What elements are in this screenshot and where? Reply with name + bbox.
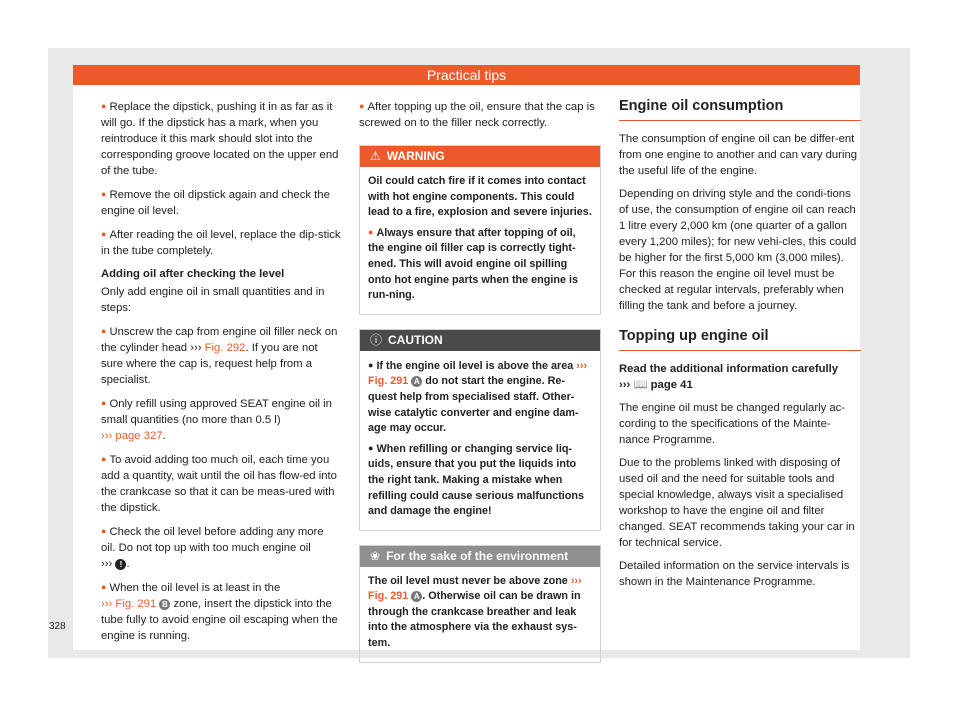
- environment-header: ❀ For the sake of the environment: [360, 546, 600, 567]
- figure-link[interactable]: Fig. 292: [204, 342, 246, 354]
- bullet-icon: ●: [101, 454, 107, 464]
- warning-icon: !: [115, 559, 126, 570]
- environment-body: The oil level must never be above zone ››› Fig. 291 A . Otherwise oil can be drawn in through the crankcase breather and leak into the atmosphere via the exhaust sys-tem.: [368, 574, 582, 650]
- zone-a-icon: A: [411, 376, 422, 387]
- caution-header: ⓘ CAUTION: [360, 330, 600, 351]
- list-item: ● To avoid adding too much oil, each time you add a quantity, wait until the oil has flow-ed into the crankcase so that it can be meas-ured with the dipstick.: [101, 454, 337, 514]
- list-item: ● Replace the dipstick, pushing it in as far as it will go. If the dipstick has a mark, when you reintroduce it this mark should slot into the corresponding groove located on the upper end of the tube.: [101, 101, 339, 177]
- page-link[interactable]: ››› page 327: [101, 430, 163, 442]
- subheading: Adding oil after checking the level: [101, 268, 285, 280]
- book-icon: 📖: [633, 379, 648, 391]
- column-1: [101, 98, 341, 651]
- bullet-icon: ●: [368, 226, 374, 237]
- warning-header: ⚠ WARNING: [360, 146, 600, 167]
- page-number: 328: [49, 621, 66, 632]
- paragraph: The consumption of engine oil can be differ-ent from one engine to another and can vary during the useful life of the engine.: [619, 133, 858, 177]
- figure-link[interactable]: ››› Fig. 291: [101, 598, 157, 610]
- list-item: ● Unscrew the cap from engine oil filler neck on the cylinder head ››› Fig. 292. If you are not sure where the cap is, request help from a specialist.: [101, 326, 338, 386]
- section-title: Practical tips: [426, 67, 507, 83]
- figure-link[interactable]: ››› Fig. 291: [368, 359, 588, 388]
- paragraph: Due to the problems linked with disposing of used oil and the need for suitable tools and special knowledge, always visit a specialised workshop to have the engine oil and filter changed. SEAT recommends taking your car in for technical service.: [619, 457, 855, 549]
- bullet-icon: ●: [101, 229, 107, 239]
- environment-box: [359, 545, 601, 663]
- warning-body: Oil could catch fire if it comes into contact with hot engine components. This could lead to a fire, explosion and severe injuries. ● Always ensure that after topping of oil, the engine oil filler cap is correctly tight-ened. This will avoid engine oil spilling onto hot engine parts when the engine is run-ning.: [368, 175, 592, 302]
- bullet-icon: ●: [368, 442, 374, 453]
- bullet-icon: ●: [101, 582, 107, 592]
- list-item: ● Check the oil level before adding any more oil. Do not top up with too much engine oil ››› ! .: [101, 526, 324, 570]
- section-heading: Topping up engine oil: [619, 328, 861, 351]
- warning-box: [359, 145, 601, 315]
- paragraph: Depending on driving style and the condi-tions of use, the consumption of engine oil can reach 1 litre every 2,000 km (one quarter of a gallon every 1,200 miles); for new vehi-cles, this could be higher for the first 5,000 km (3,000 miles). For this reason the engine oil level must be checked at regular intervals, preferably when filling the tank and before a journey.: [619, 188, 857, 312]
- paragraph: The engine oil must be changed regularly ac-cording to the specifications of the Mainte-nance Programme.: [619, 402, 846, 446]
- caution-body: ● If the engine oil level is above the area ››› Fig. 291 A do not start the engine. Re-quest help from specialised staff. Other-wise catalytic converter and engine dam-age may occur. ● When refilling or changing service liq-uids, ensure that you put the liquids into the right tank. Making a mistake when refilling could cause serious malfunctions and damage the engine!: [368, 359, 588, 518]
- zone-a-icon: A: [411, 591, 422, 602]
- bullet-icon: ●: [101, 189, 107, 199]
- leaf-icon: ❀: [370, 548, 381, 563]
- bullet-icon: ●: [101, 101, 107, 111]
- bullet-icon: ●: [101, 398, 107, 408]
- paragraph: Only add engine oil in small quantities and in steps:: [101, 286, 325, 314]
- column-3: [619, 98, 861, 597]
- list-item: ● After topping up the oil, ensure that the cap is screwed on to the filler neck correctly.: [359, 101, 595, 129]
- caution-circle-icon: ⓘ: [370, 332, 383, 347]
- column-2: [359, 98, 601, 677]
- warning-triangle-icon: ⚠: [370, 149, 381, 163]
- paragraph: Detailed information on the service intervals is shown in the Maintenance Programme.: [619, 560, 850, 588]
- section-header: [73, 65, 860, 85]
- bullet-icon: ●: [101, 526, 107, 536]
- section-heading: Engine oil consumption: [619, 98, 861, 121]
- read-more: Read the additional information carefully ››› 📖 page 41: [619, 363, 839, 391]
- bullet-icon: ●: [101, 326, 107, 336]
- list-item: ● When the oil level is at least in the ››› Fig. 291 B zone, insert the dipstick into the tube fully to avoid engine oil escaping when the engine is running.: [101, 582, 338, 642]
- zone-b-icon: B: [159, 599, 170, 610]
- bullet-icon: ●: [368, 359, 374, 370]
- bullet-icon: ●: [359, 101, 365, 111]
- list-item: ● Only refill using approved SEAT engine oil in small quantities (no more than 0.5 l) ››› page 327.: [101, 398, 332, 442]
- figure-link[interactable]: ››› Fig. 291: [368, 574, 582, 603]
- list-item: ● After reading the oil level, replace the dip-stick in the tube completely.: [101, 229, 341, 257]
- list-item: ● Remove the oil dipstick again and check the engine oil level.: [101, 189, 330, 217]
- caution-box: [359, 329, 601, 531]
